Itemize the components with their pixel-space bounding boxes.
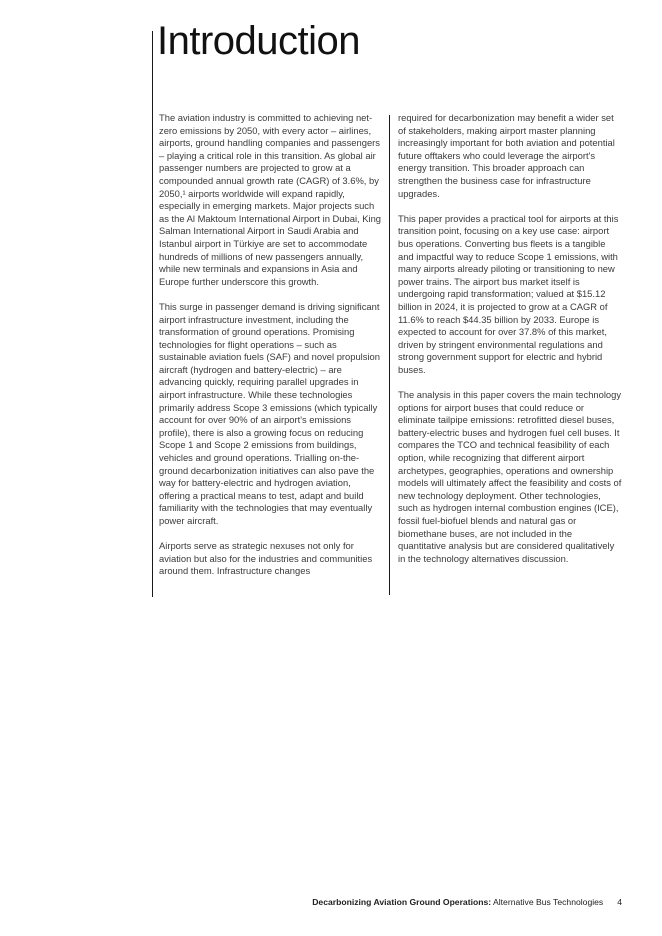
paragraph: Airports serve as strategic nexuses not only for aviation but also for the industries and communities around them. Infrastructure changes	[159, 540, 373, 577]
column-divider	[389, 115, 390, 595]
paragraph: This surge in passenger demand is driving significant airport infrastructure investment, including the transformation of ground operations. Promising technologies for flight operations – such as sustainable aviation fuels (SAF) and novel propulsion aircraft (hydrogen and battery-electric) – are advancing quickly, requiring parallel upgrades in airport infrastructure. While these technologies primarily address Scope 3 emissions (which typically account for over 90% of an airport's emissions profile), there is also a growing focus on reducing Scope 1 and Scope 2 emissions from buildings, vehicles and ground operations. Trialling on-the-ground decarbonization initiatives can also pave the way for battery-electric and hydrogen aviation, offering a practical means to test, adapt and build familiarity with the technologies that may eventually power aircraft.	[159, 300, 380, 526]
left-column	[159, 112, 383, 591]
right-column	[398, 112, 622, 578]
paragraph: This paper provides a practical tool for airports at this transition point, focusing on a key use case: airport bus operations. Converting bus fleets is a tangible and impactful way to reduce Scope 1 emissions, with many airports already piloting or transitioning to new power trains. The airport bus market itself is undergoing rapid transformation; valued at $15.12 billion in 2024, it is projected to grow at a CAGR of 11.6% to reach $44.35 billion by 2033. Europe is expected to account for over 37.8% of this market, driven by stringent environmental regulations and strong government support for electric and hybrid buses.	[398, 212, 619, 375]
footer-subtitle: Alternative Bus Technologies	[491, 897, 604, 907]
page-title: Introduction	[157, 19, 361, 63]
page-footer	[312, 897, 622, 907]
heading-rule	[152, 31, 153, 597]
paragraph: The aviation industry is committed to achieving net-zero emissions by 2050, with every actor – airlines, airports, ground handling companies and passengers – playing a critical role in this transition. As global air passenger numbers are projected to grow at a compounded annual growth rate (CAGR) of 3.6%, by 2050,¹ airports worldwide will expand rapidly, especially in emerging markets. Major projects such as the Al Maktoum International Airport in Dubai, King Salman International Airport in Saudi Arabia and Istanbul airport in Türkiye are set to accommodate hundreds of millions of new passengers annually, while new terminals and expansions in Asia and Europe further underscore this growth.	[159, 112, 381, 287]
footer-title: Decarbonizing Aviation Ground Operations:	[312, 897, 492, 907]
page-number: 4	[617, 897, 622, 907]
paragraph: required for decarbonization may benefit a wider set of stakeholders, making airport master planning increasingly important for both aviation and potential future offtakers who could leverage the airport's energy transition. This broader approach can strengthen the business case for infrastructure upgrades.	[398, 112, 615, 199]
paragraph: The analysis in this paper covers the main technology options for airport buses that could reduce or eliminate tailpipe emissions: retrofitted diesel buses, battery-electric buses and hydrogen fuel cell buses. It compares the TCO and technical feasibility of each option, while recognizing that different airport archetypes, geographies, operations and ownership models will ultimately affect the feasibility and costs of new technology deployment. Other technologies, such as hydrogen internal combustion engines (ICE), fossil fuel-biofuel blends and natural gas or biomethane buses, are not included in the quantitative analysis but are considered qualitatively in the technology alternatives discussion.	[398, 389, 622, 564]
